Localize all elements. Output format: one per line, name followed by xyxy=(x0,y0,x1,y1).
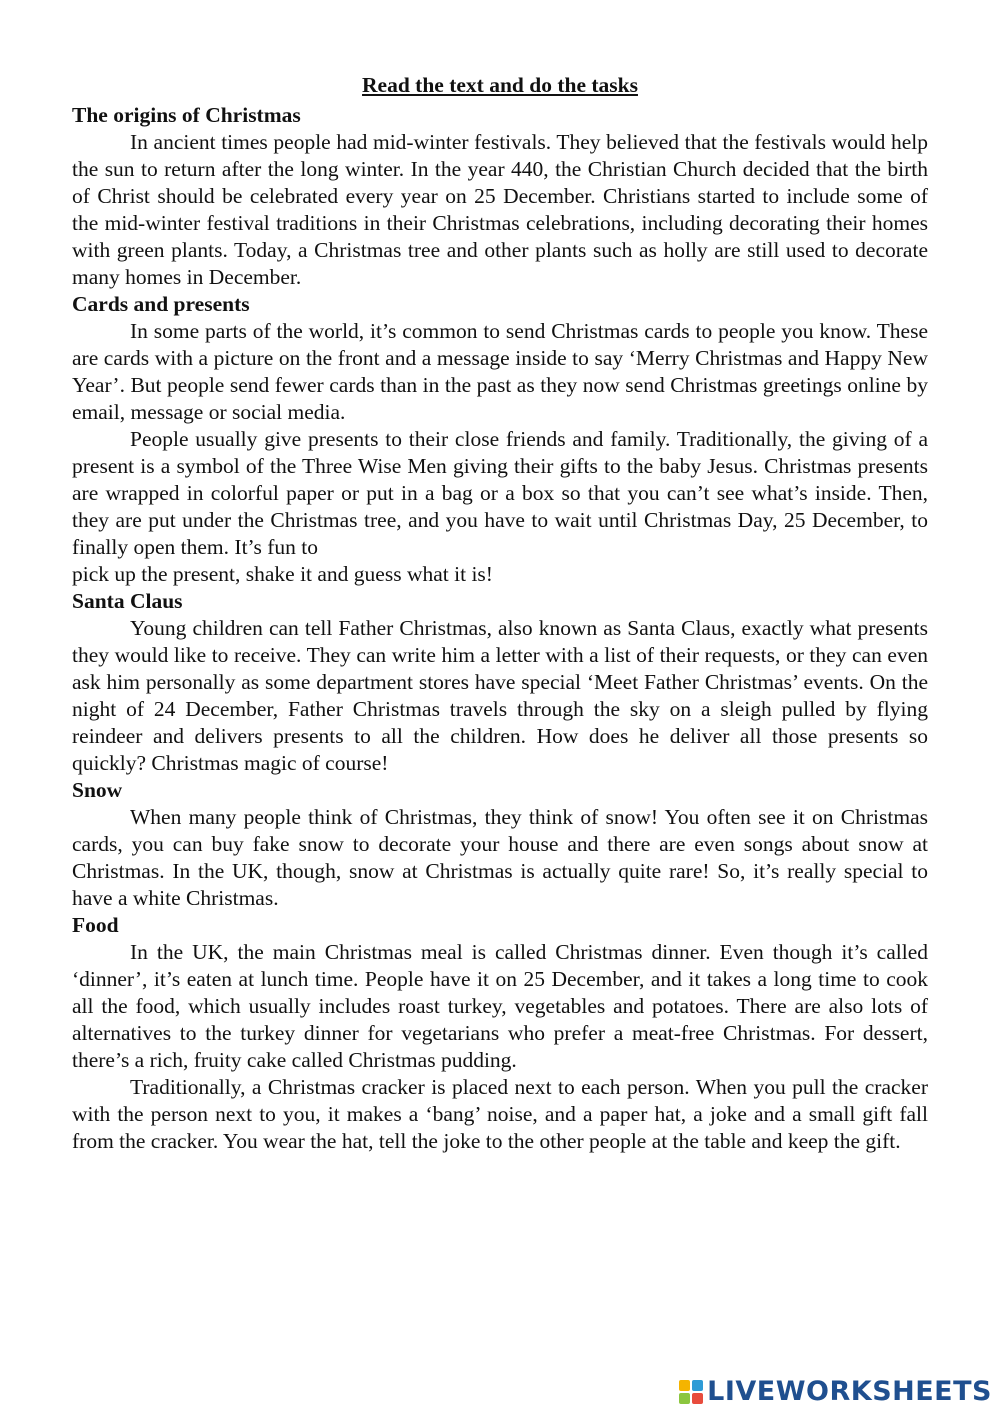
paragraph-snow-1: When many people think of Christmas, they think of snow! You often see it on Christmas cards, you can buy fake snow to decorate your house and there are even songs about snow at Christmas. In the UK, though, snow at Christmas is actually quite rare! So, it’s really special to have a white Christmas. xyxy=(72,805,928,910)
paragraph-cards-2-continued: pick up the present, shake it and guess what it is! xyxy=(72,562,493,586)
worksheet-page xyxy=(72,72,928,1155)
logo-tile-4 xyxy=(692,1393,703,1404)
paragraph-cards-2: People usually give presents to their close friends and family. Traditionally, the giving of a present is a symbol of the Three Wise Men giving their gifts to the baby Jesus. Christmas presents are wrapped in colorful paper or put in a bag or a box so that you can’t see what’s inside. Then, they are put under the Christmas tree, and you have to wait until Christmas Day, 25 December, to finally open them. It’s fun to xyxy=(72,427,928,559)
heading-cards: Cards and presents xyxy=(72,292,250,316)
watermark-text: LIVEWORKSHEETS xyxy=(707,1376,992,1407)
paragraph-origins-1: In ancient times people had mid-winter festivals. They believed that the festivals would help the sun to return after the long winter. In the year 440, the Christian Church decided that the birth of Christ should be celebrated every year on 25 December. Christians started to include some of the mid-winter festival traditions in their Christmas celebrations, including decorating their homes with green plants. Today, a Christmas tree and other plants such as holly are still used to decorate many homes in December. xyxy=(72,130,928,289)
liveworksheets-logo-icon xyxy=(679,1380,703,1404)
page-title: Read the text and do the tasks xyxy=(362,73,638,97)
heading-origins: The origins of Christmas xyxy=(72,103,301,127)
paragraph-food-2: Traditionally, a Christmas cracker is placed next to each person. When you pull the cracker with the person next to you, it makes a ‘bang’ noise, and a paper hat, a joke and a small gift fall from the cracker. You wear the hat, tell the joke to the other people at the table and keep the gift. xyxy=(72,1075,928,1153)
logo-tile-2 xyxy=(692,1380,703,1391)
paragraph-cards-1: In some parts of the world, it’s common to send Christmas cards to people you know. These are cards with a picture on the front and a message inside to say ‘Merry Christmas and Happy New Year’. But people send fewer cards than in the past as they now send Christmas greetings online by email, message or social media. xyxy=(72,319,928,424)
paragraph-food-1: In the UK, the main Christmas meal is called Christmas dinner. Even though it’s called ‘dinner’, it’s eaten at lunch time. People have it on 25 December, and it takes a long time to cook all the food, which usually includes roast turkey, vegetables and potatoes. There are also lots of alternatives to the turkey dinner for vegetarians who prefer a meat-free Christmas. For dessert, there’s a rich, fruity cake called Christmas pudding. xyxy=(72,940,928,1072)
logo-tile-3 xyxy=(679,1393,690,1404)
heading-food: Food xyxy=(72,913,119,937)
logo-tile-1 xyxy=(679,1380,690,1391)
liveworksheets-watermark xyxy=(679,1377,992,1407)
paragraph-santa-1: Young children can tell Father Christmas, also known as Santa Claus, exactly what presents they would like to receive. They can write him a letter with a list of their requests, or they can even ask him personally as some department stores have special ‘Meet Father Christmas’ events. On the night of 24 December, Father Christmas travels through the sky on a sleigh pulled by flying reindeer and delivers presents to all the children. How does he deliver all those presents so quickly? Christmas magic of course! xyxy=(72,616,928,775)
heading-santa: Santa Claus xyxy=(72,589,183,613)
heading-snow: Snow xyxy=(72,778,123,802)
